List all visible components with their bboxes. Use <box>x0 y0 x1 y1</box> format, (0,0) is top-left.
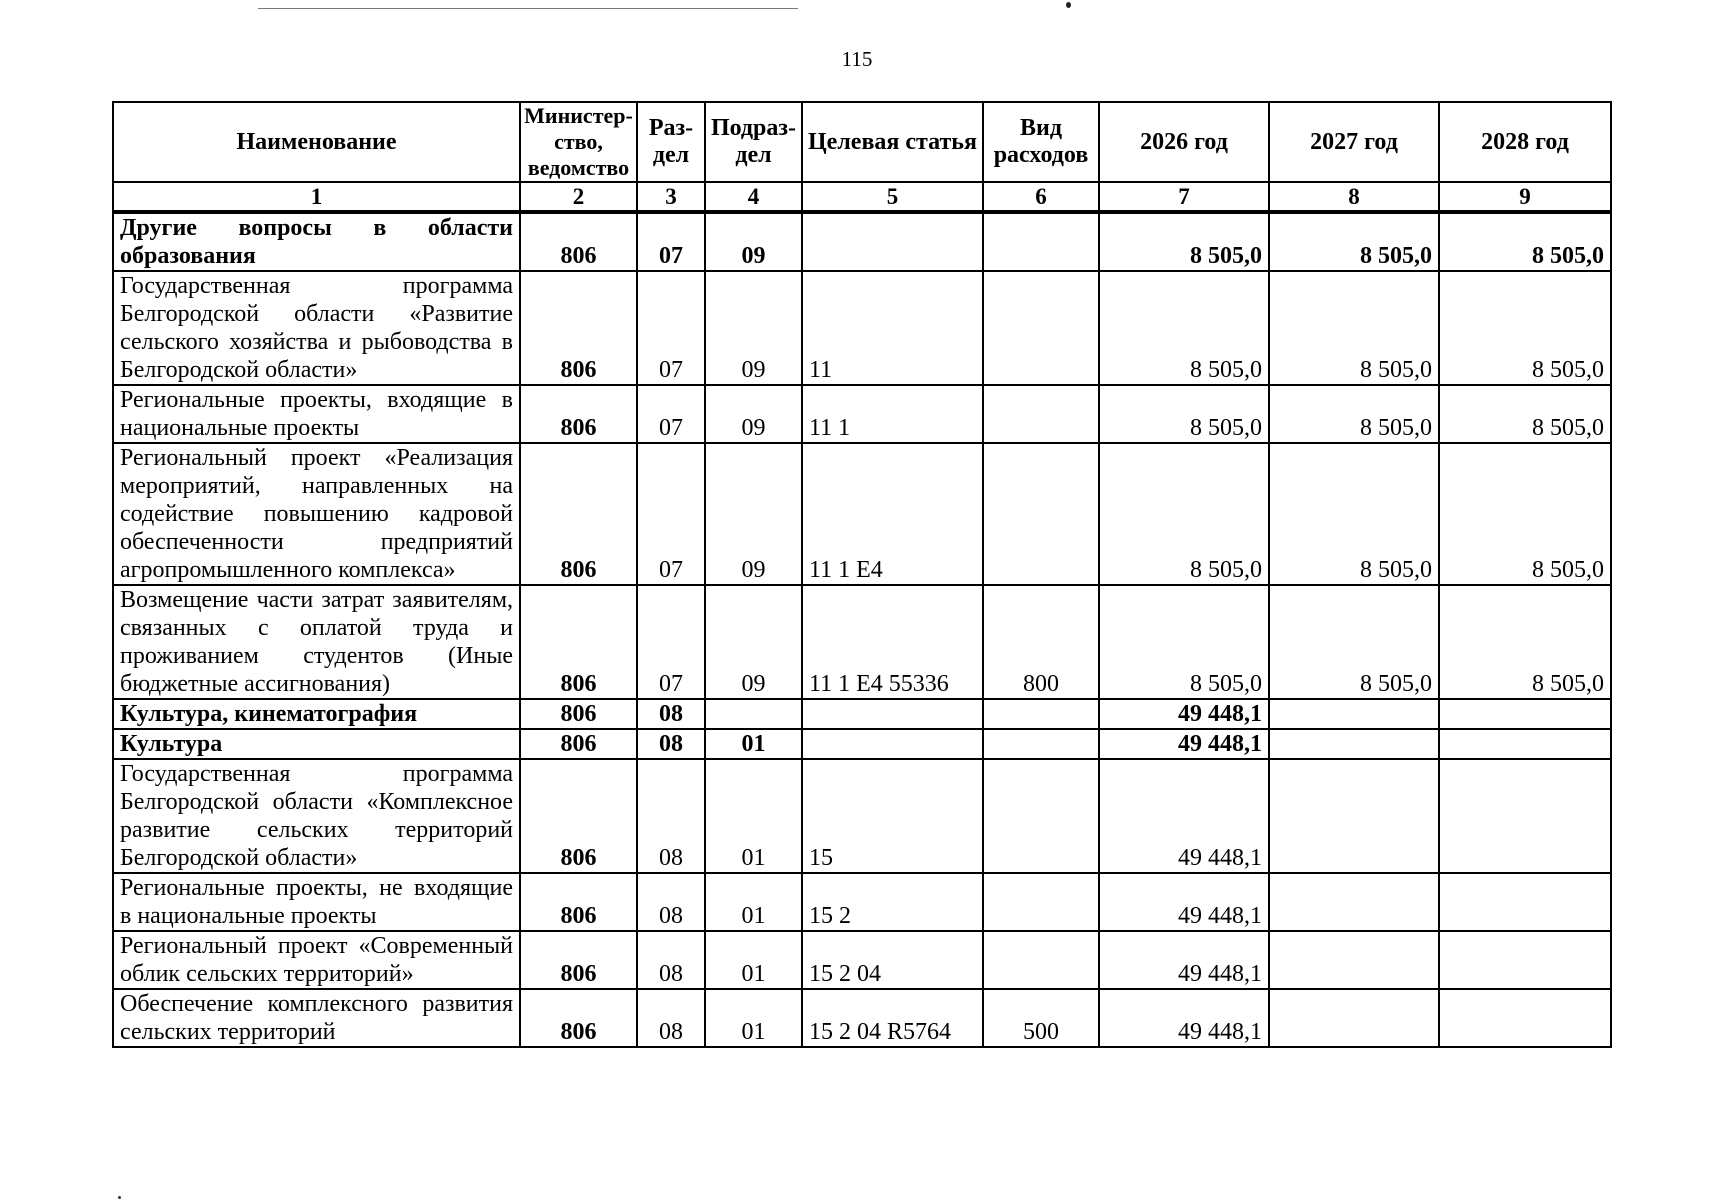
cell-name: Государственная программа Белгородской области «Развитие сельского хозяйства и рыбоводства в Белгородской области» <box>113 271 520 385</box>
table-row <box>113 585 1611 699</box>
cell-subsection <box>705 699 802 729</box>
column-number: 4 <box>705 182 802 212</box>
cell-target: 15 2 04 <box>802 931 983 989</box>
cell-target <box>802 212 983 271</box>
table-body <box>113 212 1611 1047</box>
cell-subsection: 09 <box>705 271 802 385</box>
cell-section: 08 <box>637 699 705 729</box>
cell-section: 08 <box>637 931 705 989</box>
cell-2028: 8 505,0 <box>1439 385 1611 443</box>
cell-ministry: 806 <box>520 443 637 585</box>
cell-expense-type <box>983 699 1099 729</box>
cell-expense-type <box>983 759 1099 873</box>
cell-2028 <box>1439 873 1611 931</box>
cell-name: Культура, кинематография <box>113 699 520 729</box>
cell-name: Культура <box>113 729 520 759</box>
cell-section: 08 <box>637 873 705 931</box>
cell-target: 11 1 E4 55336 <box>802 585 983 699</box>
cell-2028 <box>1439 989 1611 1047</box>
cell-section: 07 <box>637 385 705 443</box>
cell-section: 07 <box>637 443 705 585</box>
cell-2027 <box>1269 931 1439 989</box>
cell-2027 <box>1269 729 1439 759</box>
cell-section: 08 <box>637 759 705 873</box>
top-scan-rule <box>258 8 798 9</box>
header-year-2028: 2028 год <box>1439 102 1611 182</box>
cell-section: 08 <box>637 729 705 759</box>
cell-2026: 49 448,1 <box>1099 699 1269 729</box>
cell-ministry: 806 <box>520 989 637 1047</box>
cell-target <box>802 729 983 759</box>
cell-expense-type <box>983 385 1099 443</box>
cell-expense-type <box>983 443 1099 585</box>
cell-2028 <box>1439 729 1611 759</box>
cell-ministry: 806 <box>520 759 637 873</box>
cell-subsection: 09 <box>705 212 802 271</box>
cell-name: Государственная программа Белгородской области «Комплексное развитие сельских территорий Белгородской области» <box>113 759 520 873</box>
column-number: 2 <box>520 182 637 212</box>
cell-subsection: 01 <box>705 759 802 873</box>
cell-2026: 49 448,1 <box>1099 873 1269 931</box>
cell-expense-type: 800 <box>983 585 1099 699</box>
cell-target: 11 <box>802 271 983 385</box>
cell-ministry: 806 <box>520 271 637 385</box>
cell-name: Региональные проекты, входящие в национальные проекты <box>113 385 520 443</box>
cell-section: 08 <box>637 989 705 1047</box>
cell-2026: 8 505,0 <box>1099 212 1269 271</box>
table-row <box>113 759 1611 873</box>
cell-2028 <box>1439 759 1611 873</box>
cell-target: 11 1 <box>802 385 983 443</box>
table-row <box>113 989 1611 1047</box>
cell-section: 07 <box>637 212 705 271</box>
cell-target: 15 <box>802 759 983 873</box>
cell-expense-type <box>983 931 1099 989</box>
page-number: 115 <box>841 47 873 71</box>
cell-2028: 8 505,0 <box>1439 585 1611 699</box>
cell-2026: 49 448,1 <box>1099 729 1269 759</box>
cell-2028 <box>1439 699 1611 729</box>
cell-2027: 8 505,0 <box>1269 385 1439 443</box>
cell-2027: 8 505,0 <box>1269 585 1439 699</box>
cell-target: 11 1 E4 <box>802 443 983 585</box>
budget-table <box>112 101 1612 1048</box>
table-row <box>113 212 1611 271</box>
cell-2028: 8 505,0 <box>1439 212 1611 271</box>
cell-target <box>802 699 983 729</box>
column-number: 7 <box>1099 182 1269 212</box>
table-row <box>113 729 1611 759</box>
table-row <box>113 873 1611 931</box>
cell-name: Другие вопросы в области образования <box>113 212 520 271</box>
header-year-2026: 2026 год <box>1099 102 1269 182</box>
cell-expense-type <box>983 729 1099 759</box>
cell-2028: 8 505,0 <box>1439 443 1611 585</box>
cell-ministry: 806 <box>520 699 637 729</box>
table-row <box>113 271 1611 385</box>
cell-2026: 8 505,0 <box>1099 585 1269 699</box>
cell-section: 07 <box>637 585 705 699</box>
scan-mark <box>118 1196 121 1199</box>
table-row <box>113 699 1611 729</box>
cell-name: Возмещение части затрат заявителям, связанных с оплатой труда и проживанием студентов (Иные бюджетные ассигнования) <box>113 585 520 699</box>
cell-name: Региональные проекты, не входящие в национальные проекты <box>113 873 520 931</box>
cell-ministry: 806 <box>520 212 637 271</box>
cell-subsection: 01 <box>705 989 802 1047</box>
cell-subsection: 09 <box>705 585 802 699</box>
cell-name: Обеспечение комплексного развития сельских территорий <box>113 989 520 1047</box>
cell-ministry: 806 <box>520 931 637 989</box>
header-ministry: Министер-ство, ведомство <box>520 102 637 182</box>
cell-name: Региональный проект «Реализация мероприятий, направленных на содействие повышению кадровой обеспеченности предприятий агропромышленного комплекса» <box>113 443 520 585</box>
cell-subsection: 09 <box>705 385 802 443</box>
cell-expense-type <box>983 271 1099 385</box>
cell-target: 15 2 04 R5764 <box>802 989 983 1047</box>
cell-2027: 8 505,0 <box>1269 212 1439 271</box>
cell-2026: 8 505,0 <box>1099 385 1269 443</box>
scan-mark <box>1066 2 1071 8</box>
cell-2026: 49 448,1 <box>1099 989 1269 1047</box>
header-name: Наименование <box>113 102 520 182</box>
cell-ministry: 806 <box>520 729 637 759</box>
cell-subsection: 01 <box>705 931 802 989</box>
cell-2027 <box>1269 873 1439 931</box>
column-number: 9 <box>1439 182 1611 212</box>
cell-target: 15 2 <box>802 873 983 931</box>
cell-ministry: 806 <box>520 585 637 699</box>
cell-2026: 49 448,1 <box>1099 931 1269 989</box>
cell-2027 <box>1269 759 1439 873</box>
table-row <box>113 443 1611 585</box>
cell-2028: 8 505,0 <box>1439 271 1611 385</box>
cell-2027 <box>1269 699 1439 729</box>
cell-2027: 8 505,0 <box>1269 271 1439 385</box>
header-year-2027: 2027 год <box>1269 102 1439 182</box>
cell-section: 07 <box>637 271 705 385</box>
column-number-row <box>113 182 1611 212</box>
cell-subsection: 01 <box>705 873 802 931</box>
table-row <box>113 931 1611 989</box>
cell-expense-type <box>983 873 1099 931</box>
cell-expense-type: 500 <box>983 989 1099 1047</box>
column-number: 6 <box>983 182 1099 212</box>
cell-2027: 8 505,0 <box>1269 443 1439 585</box>
header-section: Раз-дел <box>637 102 705 182</box>
header-expense-type: Вид расходов <box>983 102 1099 182</box>
cell-2026: 8 505,0 <box>1099 271 1269 385</box>
header-target: Целевая статья <box>802 102 983 182</box>
cell-expense-type <box>983 212 1099 271</box>
cell-2026: 8 505,0 <box>1099 443 1269 585</box>
cell-2027 <box>1269 989 1439 1047</box>
column-number: 5 <box>802 182 983 212</box>
header-subsection: Подраз-дел <box>705 102 802 182</box>
table-row <box>113 385 1611 443</box>
cell-2028 <box>1439 931 1611 989</box>
cell-subsection: 09 <box>705 443 802 585</box>
cell-subsection: 01 <box>705 729 802 759</box>
column-number: 3 <box>637 182 705 212</box>
cell-ministry: 806 <box>520 385 637 443</box>
column-number: 1 <box>113 182 520 212</box>
header-row <box>113 102 1611 182</box>
cell-name: Региональный проект «Современный облик сельских территорий» <box>113 931 520 989</box>
cell-2026: 49 448,1 <box>1099 759 1269 873</box>
cell-ministry: 806 <box>520 873 637 931</box>
column-number: 8 <box>1269 182 1439 212</box>
